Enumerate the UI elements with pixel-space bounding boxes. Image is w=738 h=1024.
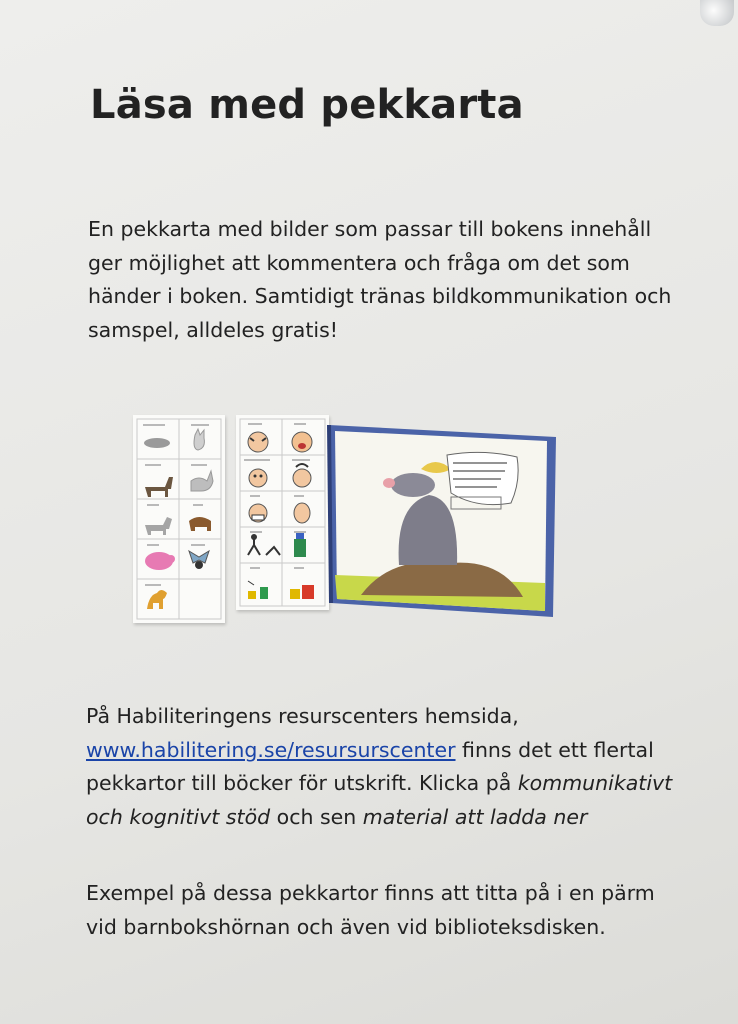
pushpin-icon bbox=[700, 0, 734, 26]
info-paragraph bbox=[86, 700, 686, 834]
picture-card-feelings bbox=[236, 415, 329, 610]
info-italic-2: material att ladda ner bbox=[362, 804, 588, 829]
info-italic-1: kommunikativt och kognitivt stöd bbox=[86, 771, 673, 829]
info-text-and: och sen bbox=[270, 804, 363, 829]
website-link[interactable]: www.habilitering.se/resursurscenter bbox=[86, 737, 456, 762]
picture-card-animals bbox=[133, 415, 225, 623]
picture-card-animals-graphic bbox=[133, 415, 225, 623]
page-title: Läsa med pekkarta bbox=[90, 82, 524, 128]
info-text-start: På Habiliteringens resurscenters hemsida, bbox=[86, 704, 519, 728]
example-paragraph: Exempel på dessa pekkartor finns att titta på i en pärm vid barnbokshörnan och även vid biblioteksdisken. bbox=[86, 881, 655, 939]
open-book-graphic bbox=[321, 425, 566, 625]
intro-paragraph: En pekkarta med bilder som passar till bokens innehåll ger möjlighet att kommentera och fråga om det som händer i boken. Samtidigt tränas bildkommunikation och samspel, alldeles gratis! bbox=[88, 217, 672, 342]
open-book-image bbox=[321, 425, 566, 625]
pekkarta-illustration bbox=[133, 410, 568, 632]
info-text-mid: finns det ett flertal pekkartor till böcker för utskrift. Klicka på bbox=[86, 737, 654, 795]
picture-card-feelings-graphic bbox=[236, 415, 329, 610]
